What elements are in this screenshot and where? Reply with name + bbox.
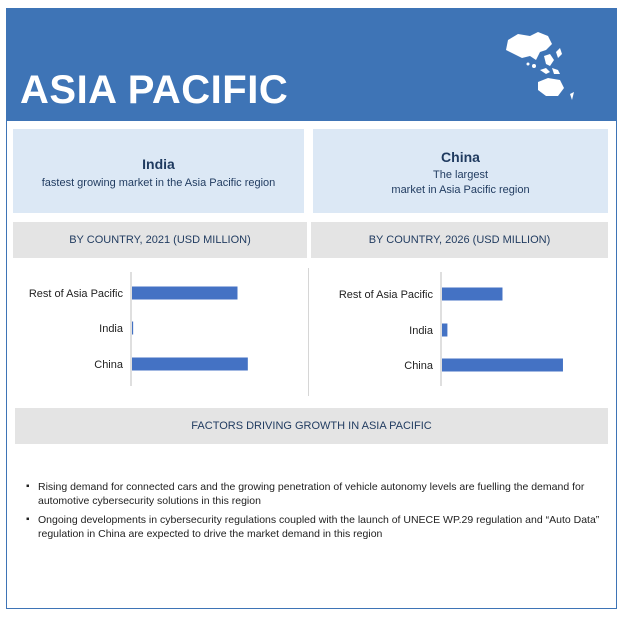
bar-chart-2026 [311,268,608,396]
list-item: ▪ Ongoing developments in cybersecurity regulations coupled with the launch of UNECE WP.29 regulation and “Auto Data” regulation in China are expected to drive the market demand in this region [28,513,606,541]
bar-chart-2021 [13,268,307,396]
bar-rest-of-asia-pacific [442,288,502,301]
chart-title-band-2026: BY COUNTRY, 2026 (USD MILLION) [311,222,608,258]
card-description-line-2: market in Asia Pacific region [391,184,530,196]
asia-pacific-map-icon [500,22,582,104]
category-tick-label: India [99,323,123,335]
card-country-name: China [441,149,480,165]
category-tick-label: China [94,359,123,371]
chart-title-band-2021: BY COUNTRY, 2021 (USD MILLION) [13,222,307,258]
bar-india [442,324,447,337]
india-highlight-card [13,129,304,213]
bar-rest-of-asia-pacific [132,287,237,300]
category-tick-label: Rest of Asia Pacific [28,288,123,300]
card-description-line-1: The largest [432,169,489,181]
category-tick-label: China [404,360,433,372]
factors-band: FACTORS DRIVING GROWTH IN ASIA PACIFIC [15,408,608,444]
region-title: ASIA PACIFIC [20,68,289,112]
growth-factors-list [28,480,606,546]
card-description: fastest growing market in the Asia Pacific region [41,177,276,189]
category-tick-label: Rest of Asia Pacific [338,289,433,301]
bar-china [132,358,248,371]
card-country-name: India [142,156,175,172]
chart-divider [308,268,309,396]
list-item: ▪ Rising demand for connected cars and the growing penetration of vehicle autonomy levels are fuelling the demand for automotive cybersecurity solutions in this region [28,480,606,508]
bar-china [442,359,563,372]
china-highlight-card [313,129,608,213]
category-tick-label: India [409,325,433,337]
bar-india [132,322,133,335]
